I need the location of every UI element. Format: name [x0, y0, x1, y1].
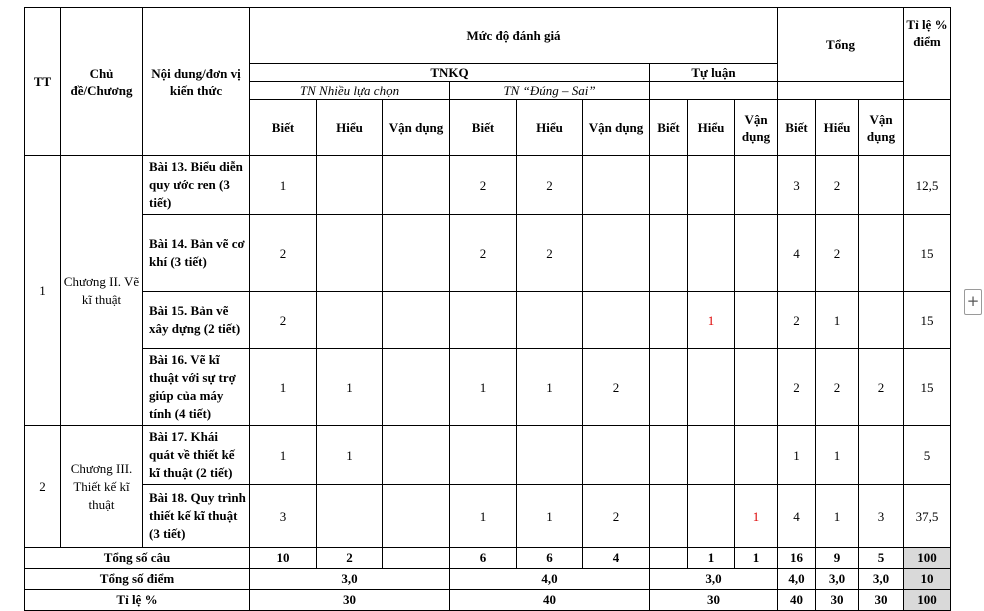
count-cell	[859, 426, 904, 485]
level-hieu: Hiểu	[816, 100, 859, 156]
count-cell: 1	[688, 292, 735, 349]
score-ratio-cell: 15	[904, 215, 951, 292]
chapter-number: 1	[25, 156, 61, 426]
count-cell: 1	[735, 485, 778, 548]
level-van-dung: Vận dụng	[583, 100, 650, 156]
count-cell	[650, 156, 688, 215]
total-score-row	[25, 569, 951, 590]
count-cell: 2	[250, 292, 317, 349]
count-cell	[688, 426, 735, 485]
count-cell	[650, 485, 688, 548]
lesson-name: Bài 17. Khái quát về thiết kế kĩ thuật (2 tiết)	[143, 426, 250, 485]
count-cell	[317, 215, 383, 292]
total-questions-cell: 2	[317, 548, 383, 569]
total-score-cell: 3,0	[859, 569, 904, 590]
table-row	[25, 485, 951, 548]
total-questions-cell: 9	[816, 548, 859, 569]
total-score-essay: 3,0	[650, 569, 778, 590]
total-questions-cell: 16	[778, 548, 816, 569]
total-score-grand: 10	[904, 569, 951, 590]
score-ratio-cell: 37,5	[904, 485, 951, 548]
count-cell: 2	[517, 156, 583, 215]
count-cell	[735, 156, 778, 215]
count-cell: 1	[317, 426, 383, 485]
table-row	[25, 215, 951, 292]
count-cell	[688, 215, 735, 292]
level-biet: Biết	[450, 100, 517, 156]
lesson-name: Bài 13. Biểu diễn quy ước ren (3 tiết)	[143, 156, 250, 215]
count-cell	[735, 426, 778, 485]
level-van-dung: Vận dụng	[859, 100, 904, 156]
lesson-name: Bài 15. Bản vẽ xây dựng (2 tiết)	[143, 292, 250, 349]
total-questions-cell	[383, 548, 450, 569]
count-cell	[383, 156, 450, 215]
count-cell	[735, 349, 778, 426]
count-cell: 2	[583, 349, 650, 426]
add-column-button[interactable]: +	[964, 289, 982, 315]
count-cell: 3	[250, 485, 317, 548]
count-cell: 1	[816, 292, 859, 349]
ratio-row	[25, 590, 951, 611]
count-cell: 3	[778, 156, 816, 215]
count-cell: 1	[778, 426, 816, 485]
count-cell	[859, 215, 904, 292]
ratio-cell: 30	[816, 590, 859, 611]
chapter-number: 2	[25, 426, 61, 548]
total-questions-cell: 4	[583, 548, 650, 569]
count-cell	[383, 485, 450, 548]
count-cell	[317, 292, 383, 349]
ratio-essay: 30	[650, 590, 778, 611]
ratio-true-false: 40	[450, 590, 650, 611]
count-cell	[735, 292, 778, 349]
col-header-tnkq: TNKQ	[250, 64, 650, 82]
count-cell: 1	[816, 485, 859, 548]
count-cell	[517, 292, 583, 349]
count-cell: 1	[816, 426, 859, 485]
count-cell	[317, 156, 383, 215]
col-header-true-false: TN “Đúng – Sai”	[450, 82, 650, 100]
count-cell	[650, 349, 688, 426]
count-cell: 2	[517, 215, 583, 292]
count-cell: 4	[778, 215, 816, 292]
lesson-name: Bài 16. Vẽ kĩ thuật với sự trợ giúp của máy tính (4 tiết)	[143, 349, 250, 426]
count-cell	[583, 156, 650, 215]
score-ratio-cell: 5	[904, 426, 951, 485]
count-cell: 4	[778, 485, 816, 548]
count-cell	[650, 426, 688, 485]
score-ratio-blank	[904, 100, 951, 156]
table-row	[25, 426, 951, 485]
level-van-dung: Vận dụng	[383, 100, 450, 156]
count-cell	[450, 292, 517, 349]
assessment-matrix-table	[24, 7, 951, 611]
count-cell	[383, 215, 450, 292]
count-cell: 1	[450, 485, 517, 548]
count-cell: 2	[816, 156, 859, 215]
col-header-tt: TT	[25, 8, 61, 156]
count-cell	[688, 485, 735, 548]
chapter-name: Chương II. Vẽ kĩ thuật	[61, 156, 143, 426]
lesson-name: Bài 18. Quy trình thiết kế kĩ thuật (3 tiết)	[143, 485, 250, 548]
total-questions-cell: 6	[517, 548, 583, 569]
count-cell: 2	[778, 292, 816, 349]
count-cell: 1	[517, 349, 583, 426]
chapter-name: Chương III. Thiết kế kĩ thuật	[61, 426, 143, 548]
count-cell	[583, 292, 650, 349]
total-questions-cell: 10	[250, 548, 317, 569]
level-biet: Biết	[778, 100, 816, 156]
count-cell	[688, 349, 735, 426]
table-row	[25, 349, 951, 426]
count-cell	[859, 292, 904, 349]
count-cell: 1	[450, 349, 517, 426]
total-questions-label: Tổng số câu	[25, 548, 250, 569]
col-header-essay: Tự luận	[650, 64, 778, 82]
ratio-cell: 40	[778, 590, 816, 611]
count-cell	[450, 426, 517, 485]
count-cell	[688, 156, 735, 215]
col-header-total: Tổng	[778, 8, 904, 82]
ratio-label: Tỉ lệ %	[25, 590, 250, 611]
level-hieu: Hiểu	[688, 100, 735, 156]
count-cell: 2	[450, 215, 517, 292]
level-hieu: Hiểu	[317, 100, 383, 156]
count-cell	[383, 426, 450, 485]
count-cell	[583, 215, 650, 292]
total-score-label: Tổng số điểm	[25, 569, 250, 590]
count-cell: 2	[859, 349, 904, 426]
table-row	[25, 292, 951, 349]
count-cell: 3	[859, 485, 904, 548]
level-biet: Biết	[650, 100, 688, 156]
col-header-content: Nội dung/đơn vị kiến thức	[143, 8, 250, 156]
score-ratio-cell: 15	[904, 292, 951, 349]
count-cell: 2	[250, 215, 317, 292]
col-header-essay-blank	[650, 82, 778, 100]
total-questions-row	[25, 548, 951, 569]
col-header-chapter: Chủ đề/Chương	[61, 8, 143, 156]
total-questions-cell: 1	[688, 548, 735, 569]
count-cell	[583, 426, 650, 485]
count-cell: 1	[250, 349, 317, 426]
count-cell: 1	[517, 485, 583, 548]
col-header-multiple-choice: TN Nhiều lựa chọn	[250, 82, 450, 100]
level-hieu: Hiểu	[517, 100, 583, 156]
total-score-true-false: 4,0	[450, 569, 650, 590]
count-cell: 1	[250, 426, 317, 485]
total-questions-cell: 1	[735, 548, 778, 569]
ratio-cell: 30	[859, 590, 904, 611]
total-questions-cell: 5	[859, 548, 904, 569]
count-cell	[650, 215, 688, 292]
count-cell: 2	[816, 349, 859, 426]
level-biet: Biết	[250, 100, 317, 156]
level-van-dung: Vận dụng	[735, 100, 778, 156]
count-cell: 2	[583, 485, 650, 548]
count-cell	[383, 292, 450, 349]
table-row	[25, 156, 951, 215]
count-cell: 2	[816, 215, 859, 292]
total-questions-cell	[650, 548, 688, 569]
score-ratio-cell: 15	[904, 349, 951, 426]
count-cell: 1	[250, 156, 317, 215]
ratio-multiple-choice: 30	[250, 590, 450, 611]
ratio-grand: 100	[904, 590, 951, 611]
count-cell	[517, 426, 583, 485]
count-cell	[859, 156, 904, 215]
count-cell	[317, 485, 383, 548]
col-header-score-ratio: Tỉ lệ % điểm	[904, 8, 951, 100]
total-questions-grand: 100	[904, 548, 951, 569]
total-score-cell: 3,0	[816, 569, 859, 590]
lesson-name: Bài 14. Bản vẽ cơ khí (3 tiết)	[143, 215, 250, 292]
total-score-cell: 4,0	[778, 569, 816, 590]
total-score-multiple-choice: 3,0	[250, 569, 450, 590]
score-ratio-cell: 12,5	[904, 156, 951, 215]
col-header-total-blank	[778, 82, 904, 100]
count-cell	[383, 349, 450, 426]
count-cell	[650, 292, 688, 349]
col-header-assessment-level: Mức độ đánh giá	[250, 8, 778, 64]
count-cell: 2	[778, 349, 816, 426]
count-cell: 2	[450, 156, 517, 215]
count-cell	[735, 215, 778, 292]
count-cell: 1	[317, 349, 383, 426]
total-questions-cell: 6	[450, 548, 517, 569]
